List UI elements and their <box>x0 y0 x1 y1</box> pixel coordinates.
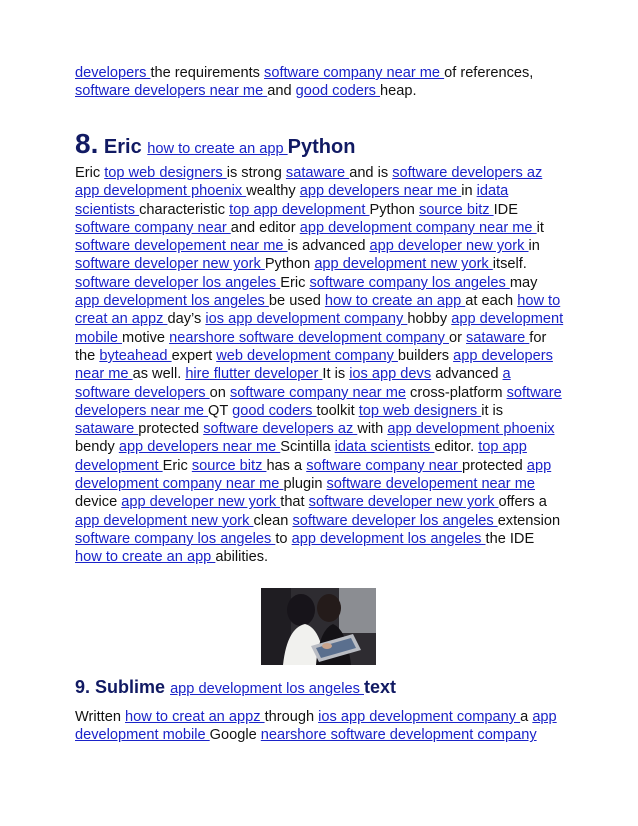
inline-link[interactable]: app developers near me <box>75 347 553 383</box>
body-text: Python <box>264 256 315 273</box>
section-9-number: 9. <box>75 677 91 697</box>
inline-link[interactable]: source bitz <box>418 201 494 218</box>
body-text: Scintilla <box>280 439 335 456</box>
body-text: at each <box>465 293 518 310</box>
body-text: and <box>267 83 296 100</box>
inline-link[interactable]: software developers az <box>203 421 358 438</box>
inline-link[interactable]: app development mobile <box>75 709 557 744</box>
body-text: Google <box>209 727 261 744</box>
inline-link[interactable]: software developers near me <box>75 83 268 100</box>
section-8-heading <box>75 128 575 160</box>
body-text: and editor <box>230 219 300 236</box>
inline-link[interactable]: web development company <box>216 347 398 364</box>
inline-link[interactable]: hire flutter developer <box>185 366 323 383</box>
body-text: day’s <box>167 311 206 328</box>
inline-link[interactable]: software company los angeles <box>309 274 510 291</box>
body-text: in <box>461 183 477 200</box>
body-text: the IDE <box>485 530 535 547</box>
body-text: plugin <box>283 476 327 493</box>
section-9-title-start: Sublime <box>95 677 166 697</box>
body-text: It is <box>322 366 350 383</box>
body-text: wealthy <box>246 183 300 200</box>
inline-link[interactable]: good coders <box>232 402 317 419</box>
body-text: itself. <box>492 256 527 273</box>
inline-link[interactable]: app development new york <box>75 512 254 529</box>
body-text: cross-platform <box>406 384 507 401</box>
inline-link[interactable]: app development new york <box>314 256 493 273</box>
body-text: IDE <box>493 201 518 218</box>
body-text: builders <box>397 347 454 364</box>
inline-link[interactable]: developers <box>75 65 151 81</box>
inline-link[interactable]: app development los angeles <box>291 530 486 547</box>
inline-link[interactable]: app developer new york <box>369 238 529 255</box>
inline-link[interactable]: app development company near me <box>299 219 537 236</box>
body-text: the requirements <box>150 65 265 81</box>
body-text: toolkit <box>316 402 359 419</box>
inline-link[interactable]: software developement near me <box>326 476 535 493</box>
body-text: expert <box>171 347 217 364</box>
inline-link[interactable]: nearshore software development company <box>260 727 537 744</box>
body-text: that <box>280 494 309 511</box>
inline-link[interactable]: app developer new york <box>121 494 281 511</box>
section-9-title-end: text <box>363 677 396 697</box>
body-text: bendy <box>75 439 119 456</box>
inline-link[interactable]: software company near me <box>229 384 406 401</box>
inline-link[interactable]: top web designers <box>358 402 482 419</box>
inline-link[interactable]: app development company near me <box>75 457 552 493</box>
inline-link[interactable]: idata scientists <box>75 183 509 218</box>
body-text: or <box>448 329 466 346</box>
inline-link[interactable]: app development phoenix <box>387 421 555 438</box>
inline-link[interactable]: how to create an app <box>324 293 466 310</box>
body-text: is advanced <box>287 238 370 255</box>
section-9-title-link[interactable]: app development los angeles <box>170 681 364 697</box>
inline-link[interactable]: app developers near me <box>299 183 462 200</box>
inline-link[interactable]: app developers near me <box>118 439 281 456</box>
inline-link[interactable]: software developer los angeles <box>75 274 281 291</box>
inline-link[interactable]: software developers near me <box>75 384 562 419</box>
body-text: be used <box>268 293 325 310</box>
inline-link[interactable]: source bitz <box>191 457 267 474</box>
body-text: Eric <box>280 274 310 291</box>
body-text: on <box>209 384 230 401</box>
body-text: Eric <box>75 165 105 181</box>
inline-link[interactable]: top web designers <box>104 165 227 181</box>
inline-link[interactable]: app development mobile <box>75 311 564 346</box>
inline-link[interactable]: app development phoenix <box>75 183 247 200</box>
body-text: hobby <box>407 311 452 328</box>
body-text: offers a <box>498 494 547 511</box>
section-8-title-link[interactable]: how to create an app <box>147 141 288 157</box>
body-text: extension <box>497 512 561 529</box>
body-text: device <box>75 494 122 511</box>
inline-link[interactable]: a software developers <box>75 366 511 401</box>
inline-link[interactable]: ios app development company <box>205 311 408 328</box>
inline-link[interactable]: top app development <box>229 201 370 218</box>
inline-link[interactable]: software developers az <box>392 165 543 181</box>
inline-link[interactable]: software company near me <box>264 65 445 81</box>
body-text: advanced <box>431 366 503 383</box>
inline-link[interactable]: software developement near me <box>75 238 288 255</box>
inline-link[interactable]: app development los angeles <box>75 293 269 310</box>
body-text: through <box>264 709 319 725</box>
inline-link[interactable]: how to create an app <box>75 549 216 566</box>
section-8-title-start: Eric <box>103 136 142 158</box>
inline-link[interactable]: software company los angeles <box>75 530 276 547</box>
body-text: Python <box>369 201 419 218</box>
body-text: abilities. <box>215 549 269 566</box>
body-text: motive <box>122 329 170 346</box>
inline-link[interactable]: sataware <box>466 329 530 346</box>
body-text: as well. <box>132 366 186 383</box>
inline-link[interactable]: software developer los angeles <box>292 512 498 529</box>
body-text: Written <box>75 709 126 725</box>
body-text: protected <box>138 421 204 438</box>
inline-link[interactable]: ios app devs <box>349 366 432 383</box>
inline-link[interactable]: software developer new york <box>75 256 265 273</box>
section-8-number: 8. <box>75 128 99 159</box>
body-text: it is <box>481 402 504 419</box>
body-text: characteristic <box>139 201 230 218</box>
section-9-heading <box>75 677 575 698</box>
inline-link[interactable]: ios app development company <box>318 709 521 725</box>
inline-link[interactable]: nearshore software development company <box>169 329 449 346</box>
inline-link[interactable]: good coders <box>295 83 381 100</box>
body-text: Eric <box>162 457 192 474</box>
body-text: may <box>509 274 538 291</box>
inline-link[interactable]: idata scientists <box>334 439 435 456</box>
inline-link[interactable]: top app development <box>75 439 527 474</box>
body-text: it <box>536 219 544 236</box>
body-text: clean <box>253 512 293 529</box>
body-text: protected <box>461 457 527 474</box>
body-text: a <box>520 709 533 725</box>
section-9-paragraph <box>75 708 565 745</box>
inline-link[interactable]: sataware <box>75 421 139 438</box>
inline-link[interactable]: software company near <box>306 457 462 474</box>
body-text: with <box>357 421 388 438</box>
inline-link[interactable]: how to creat an appz <box>75 293 561 328</box>
inline-link[interactable]: byteahead <box>99 347 172 364</box>
body-text: of references, <box>444 65 534 81</box>
body-text: to <box>275 530 292 547</box>
intro-paragraph <box>75 64 565 101</box>
inline-link[interactable]: sataware <box>285 165 350 181</box>
inline-link[interactable]: software developer new york <box>308 494 499 511</box>
body-text: in <box>528 238 540 255</box>
body-text: editor. <box>434 439 479 456</box>
body-text: is strong <box>226 165 286 181</box>
section-8-paragraph <box>75 164 565 567</box>
inline-link[interactable]: how to creat an appz <box>125 709 265 725</box>
body-text: heap. <box>380 83 417 100</box>
inline-link[interactable]: software company near <box>75 219 231 236</box>
section-8-title-end: Python <box>287 136 356 158</box>
people-with-laptop-photo <box>261 588 376 665</box>
photo-illustration <box>261 588 376 665</box>
body-text: and is <box>349 165 393 181</box>
body-text: for the <box>75 329 547 364</box>
body-text: has a <box>266 457 307 474</box>
body-text: QT <box>208 402 233 419</box>
